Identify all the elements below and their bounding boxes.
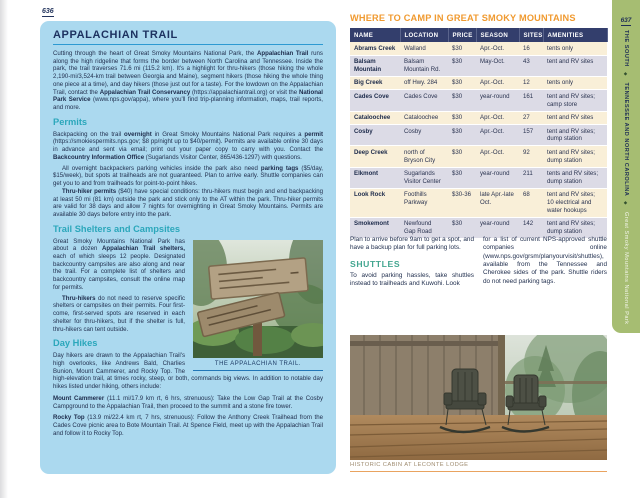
shuttles-paragraph-continued: for a list of current NPS-approved shuttle companies online (www.nps.gov/grsm/planyourvisit/shuttles), available from the Tennessee and Cherokee sides of the park. Shuttle riders do not need parking tags. xyxy=(483,236,607,285)
appalachian-trail-feature-box xyxy=(40,21,336,474)
camping-notes xyxy=(350,236,607,291)
table-cell: $30 xyxy=(452,114,463,122)
table-cell: off Hwy. 284 xyxy=(404,79,438,87)
appalachian-trail-photo-block xyxy=(193,240,323,372)
table-cell: $30 xyxy=(452,148,463,156)
box-title: APPALACHIAN TRAIL xyxy=(53,29,178,41)
table-cell: Apr.-Oct. xyxy=(480,114,505,122)
table-cell: Apr.-Oct. xyxy=(480,148,505,156)
column-header: LOCATION xyxy=(400,28,448,42)
right-page xyxy=(345,0,612,498)
table-cell: 68 xyxy=(523,191,530,199)
leconte-lodge-photo xyxy=(350,335,607,460)
table-cell: Sugarlands Visitor Center xyxy=(404,170,441,185)
table-row xyxy=(350,55,607,76)
shelters-paragraph: Thru-hikers do not need to reserve specific shelters or campsites on their permits. Four first-come, first-served spots are reserved in each shelter for thru-hikers, but if the shelter is full, thru-hikers can tent outside. xyxy=(53,294,185,333)
table-cell: Apr.-Oct. xyxy=(480,44,505,52)
table-row xyxy=(350,42,607,55)
campground-name: Smokemont xyxy=(354,220,389,228)
table-row xyxy=(350,167,607,188)
header-row xyxy=(350,28,607,42)
table-cell: Walland xyxy=(404,44,426,52)
table-cell: Foothills Parkway xyxy=(404,191,428,207)
table-cell: 12 xyxy=(523,79,530,87)
table-cell: 43 xyxy=(523,58,530,66)
hike-entry: Rocky Top (13.9 mi/22.4 km rt, 7 hrs, strenuous): Follow the Anthony Creek Trailhead from the Cades Cove picnic area to Bote Mountain Trail. At Spence Field, meet up with the Appalachian Trail and follow it to Rocky Top. xyxy=(53,414,323,437)
table-row xyxy=(350,111,607,125)
table-cell: tent and RV sites; dump station xyxy=(547,220,595,235)
column-header: SEASON xyxy=(476,28,519,42)
shelters-paragraph: Great Smoky Mountains National Park has about a dozen Appalachian Trail shelters, each of which sleeps 12 people. Designated backcountry campsites are also along and near the trail. For a complete list of shelters and backcountry campsites, consult the online map for permits. xyxy=(53,237,185,291)
table-cell: $30-36 xyxy=(452,191,471,199)
table-cell: tent and RV sites xyxy=(547,114,594,122)
table-row xyxy=(350,90,607,111)
camping-table-body xyxy=(350,42,607,238)
shelters-heading: Trail Shelters and Campsites xyxy=(53,223,181,234)
campground-name: Elkmont xyxy=(354,170,379,178)
table-cell: Newfound Gap Road xyxy=(404,220,432,235)
table-cell: Cosby xyxy=(404,127,422,135)
table-cell: Cataloochee xyxy=(404,114,439,122)
campground-name: Cades Cove xyxy=(354,92,389,100)
camping-table xyxy=(350,28,608,239)
table-cell: 16 xyxy=(523,44,530,52)
parking-note: Plan to arrive before 9am to get a spot, and have a backup plan for full parking lots. xyxy=(350,236,474,252)
permits-paragraph: All overnight backpackers parking vehicles inside the park also need parking tags ($5/day, $15/week), but spots at trailheads are not guaranteed. Plan to arrive early. Shuttle companies can get you to and from trailheads for point-to-point hikes. xyxy=(53,164,323,188)
table-cell: $30 xyxy=(452,44,463,52)
chapter-label: THE SOUTH xyxy=(623,30,629,67)
table-cell: $30 xyxy=(452,127,463,135)
campground-name: Cosby xyxy=(354,127,373,135)
column-header: SITES xyxy=(519,28,543,42)
table-cell: Apr.-Oct. xyxy=(480,127,505,135)
table-row xyxy=(350,146,607,167)
table-cell: tent and RV sites; camp store xyxy=(547,92,595,108)
table-cell: Cades Cove xyxy=(404,92,438,100)
page-number-left: 636 xyxy=(42,8,54,15)
table-cell: 92 xyxy=(523,148,530,156)
table-cell: 142 xyxy=(523,220,534,228)
permits-heading: Permits xyxy=(53,116,88,127)
notes-column-left xyxy=(350,236,474,291)
table-cell: late Apr.-late Oct. xyxy=(480,191,514,207)
notes-column-right xyxy=(483,236,607,291)
diamond-separator-icon: ◆ xyxy=(624,201,629,207)
table-cell: tent and RV sites; 10 electrical and water hookups xyxy=(547,191,595,214)
section-label: Great Smoky Mountains National Park xyxy=(623,211,629,325)
hike-entry: Mount Cammerer (11.1 mi/17.9 km rt, 6 hrs, strenuous): Take the Low Gap Trail at the Cosby Campground to the Appalachian Trail, then proceed to the summit and a stone fire tower. xyxy=(53,394,323,410)
table-cell: tents and RV sites; dump station xyxy=(547,170,599,185)
table-cell: $30 xyxy=(452,79,463,87)
table-cell: $30 xyxy=(452,170,463,178)
campground-name: Look Rock xyxy=(354,191,386,199)
table-cell: tents only xyxy=(547,44,574,52)
column-header: NAME xyxy=(350,28,400,42)
table-cell: year-round xyxy=(480,170,510,178)
campground-name: Deep Creek xyxy=(354,148,388,156)
camping-table-header xyxy=(350,28,607,42)
table-row xyxy=(350,76,607,90)
table-row xyxy=(350,125,607,146)
camping-table-title: WHERE TO CAMP IN GREAT SMOKY MOUNTAINS xyxy=(350,13,576,23)
table-cell: $30 xyxy=(452,220,463,228)
page-number-right: 637 xyxy=(620,17,632,24)
chapter-tab xyxy=(612,0,640,333)
chapter-breadcrumb xyxy=(623,30,629,325)
table-cell: $30 xyxy=(452,92,463,100)
table-cell: 27 xyxy=(523,114,530,122)
shuttles-heading: SHUTTLES xyxy=(350,258,401,269)
table-cell: year-round xyxy=(480,220,510,228)
column-header: AMENITIES xyxy=(543,28,607,42)
campground-name: Balsam Mountain xyxy=(354,58,382,73)
table-row xyxy=(350,188,607,217)
table-cell: 211 xyxy=(523,170,533,178)
photo-caption: HISTORIC CABIN AT LECONTE LODGE xyxy=(350,462,607,472)
table-cell: tent and RV sites xyxy=(547,58,594,66)
table-cell: year-round xyxy=(480,92,510,100)
table-cell: $30 xyxy=(452,58,463,66)
permits-paragraph: Thru-hiker permits ($40) have special conditions: thru-hikers must begin and end backpacking at least 50 mi (81 km) outside the park and stick only to the AT within the park. Thru-hiker permits are valid for 38 days and allow 7 nights for overnighting in Great Smoky Mountains. Permits are available 30 days before entry into the park. xyxy=(53,187,323,219)
table-cell: tent and RV sites; dump station xyxy=(547,127,595,143)
table-cell: tents only xyxy=(547,79,574,87)
table-cell: Apr.-Oct. xyxy=(480,79,505,87)
table-cell: tent and RV sites; dump station xyxy=(547,148,595,164)
shuttles-paragraph: To avoid parking hassles, take shuttles instead to trailheads and Kuwohi. Look xyxy=(350,271,474,288)
table-cell: north of Bryson City xyxy=(404,148,436,164)
day-hikes-paragraph: Day hikers are drawn to the Appalachian Trail's high overlooks, like Andrews Bald, Charlies Bunion, Mount Cammerer, and Rocky Top. The high-elevation trail, at times rocky, steep, or both, commands big views. In addition to notable day hikes listed under hiking, others include: xyxy=(53,352,323,391)
campground-name: Abrams Creek xyxy=(354,44,396,52)
photo-caption: THE APPALACHIAN TRAIL. xyxy=(193,358,323,372)
region-label: TENNESSEE AND NORTH CAROLINA xyxy=(623,82,629,197)
permits-paragraph: Backpacking on the trail overnight in Great Smoky Mountains National Park requires a permit (https://smokiespermits.nps.gov; $8 pp/night up to $40/permit). Permits are available online 30 days in advance and sent via email; print out your paper copy to carry with you. Contact the Backcountry Information Office (Sugarlands Visitor Center, 865/436-1297) with questions. xyxy=(53,130,323,161)
campground-name: Big Creek xyxy=(354,79,383,87)
diamond-separator-icon: ◆ xyxy=(624,71,629,78)
table-cell: 157 xyxy=(523,127,534,135)
table-cell: 161 xyxy=(523,92,534,100)
table-cell: Balsam Mountain Rd. xyxy=(404,58,441,73)
intro-paragraph: Cutting through the heart of Great Smoky Mountains National Park, the Appalachian Trail runs along the high ridgeline that forms the border between North Carolina and Tennessee. Inside the park, the trail traverses 71.6 mi (115.2 km). It's a highlight for thru-hikers (those hiking the whole 2,190-mi/3,524-km trail between Georgia and Maine), segment hikers (those hiking the whole thing one piece at a time), and day hikers (those just out for a taste). For the lowdown on the Appalachian Trail, contact the Appalachian Trail Conservancy (https://appalachiantrail.org) or visit the National Park Service (www.nps.gov/appa), where you'll find trip-planning information, maps, trail reports, and more. xyxy=(53,50,323,112)
title-rule xyxy=(53,44,323,45)
appalachian-trail-photo xyxy=(193,240,323,358)
day-hikes-heading: Day Hikes xyxy=(53,338,98,349)
campground-name: Cataloochee xyxy=(354,114,391,122)
table-cell: May-Oct. xyxy=(480,58,505,66)
column-header: PRICE xyxy=(448,28,476,42)
